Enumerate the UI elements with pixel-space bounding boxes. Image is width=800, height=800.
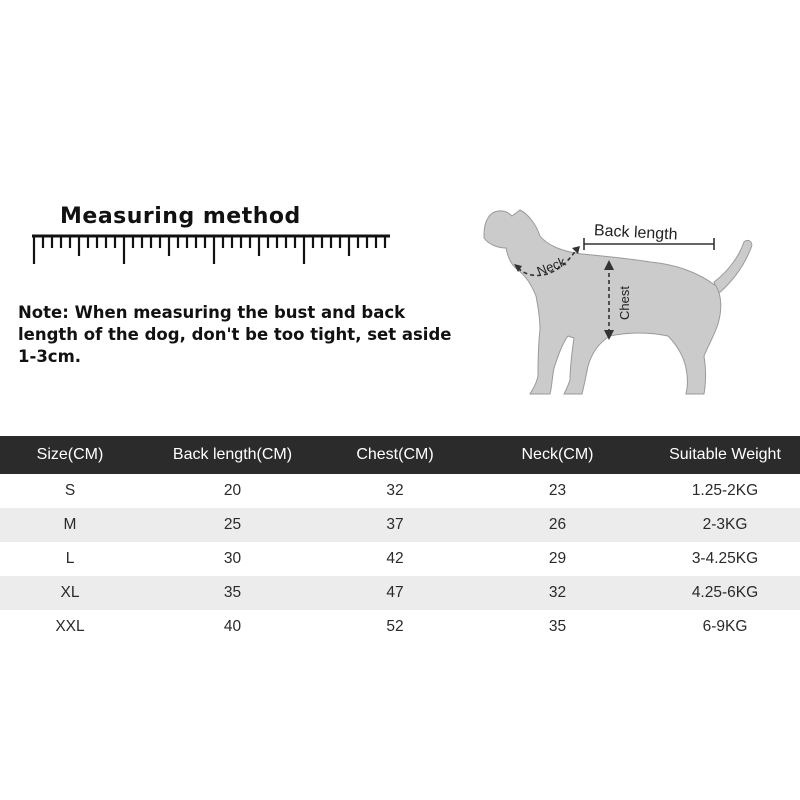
back-length-label: Back length <box>593 222 678 244</box>
header-chest: Chest(CM) <box>325 436 465 474</box>
weight-cell: 6-9KG <box>650 610 800 644</box>
table-row <box>0 610 800 644</box>
back-length-cell: 25 <box>140 508 325 542</box>
chest-cell: 47 <box>325 576 465 610</box>
size-cell: L <box>0 542 140 576</box>
weight-cell: 1.25-2KG <box>650 474 800 508</box>
size-chart-table <box>0 436 800 644</box>
weight-cell: 4.25-6KG <box>650 576 800 610</box>
size-cell: S <box>0 474 140 508</box>
chest-label: Chest <box>617 286 632 320</box>
neck-cell: 23 <box>465 474 650 508</box>
table-row <box>0 474 800 508</box>
size-cell: XL <box>0 576 140 610</box>
table-row <box>0 508 800 542</box>
measuring-note: Note: When measuring the bust and back length of the dog, don't be too tight, set aside 1-3cm. <box>18 303 452 366</box>
header-size: Size(CM) <box>0 436 140 474</box>
header-suitable-weight: Suitable Weight <box>650 436 800 474</box>
back-length-cell: 30 <box>140 542 325 576</box>
neck-cell: 29 <box>465 542 650 576</box>
dog-measurement-diagram <box>478 196 768 406</box>
measuring-method-heading: Measuring method <box>60 204 301 229</box>
neck-cell: 26 <box>465 508 650 542</box>
chest-cell: 52 <box>325 610 465 644</box>
size-cell: M <box>0 508 140 542</box>
chest-cell: 37 <box>325 508 465 542</box>
weight-cell: 2-3KG <box>650 508 800 542</box>
neck-label: Neck <box>534 253 568 279</box>
header-neck: Neck(CM) <box>465 436 650 474</box>
chest-cell: 42 <box>325 542 465 576</box>
neck-cell: 35 <box>465 610 650 644</box>
ruler-icon <box>30 232 392 266</box>
table-row <box>0 576 800 610</box>
weight-cell: 3-4.25KG <box>650 542 800 576</box>
table-row <box>0 542 800 576</box>
back-length-cell: 35 <box>140 576 325 610</box>
chest-cell: 32 <box>325 474 465 508</box>
size-cell: XXL <box>0 610 140 644</box>
header-back-length: Back length(CM) <box>140 436 325 474</box>
table-header-row <box>0 436 800 474</box>
back-length-cell: 20 <box>140 474 325 508</box>
neck-cell: 32 <box>465 576 650 610</box>
back-length-cell: 40 <box>140 610 325 644</box>
dog-tail <box>714 240 752 294</box>
